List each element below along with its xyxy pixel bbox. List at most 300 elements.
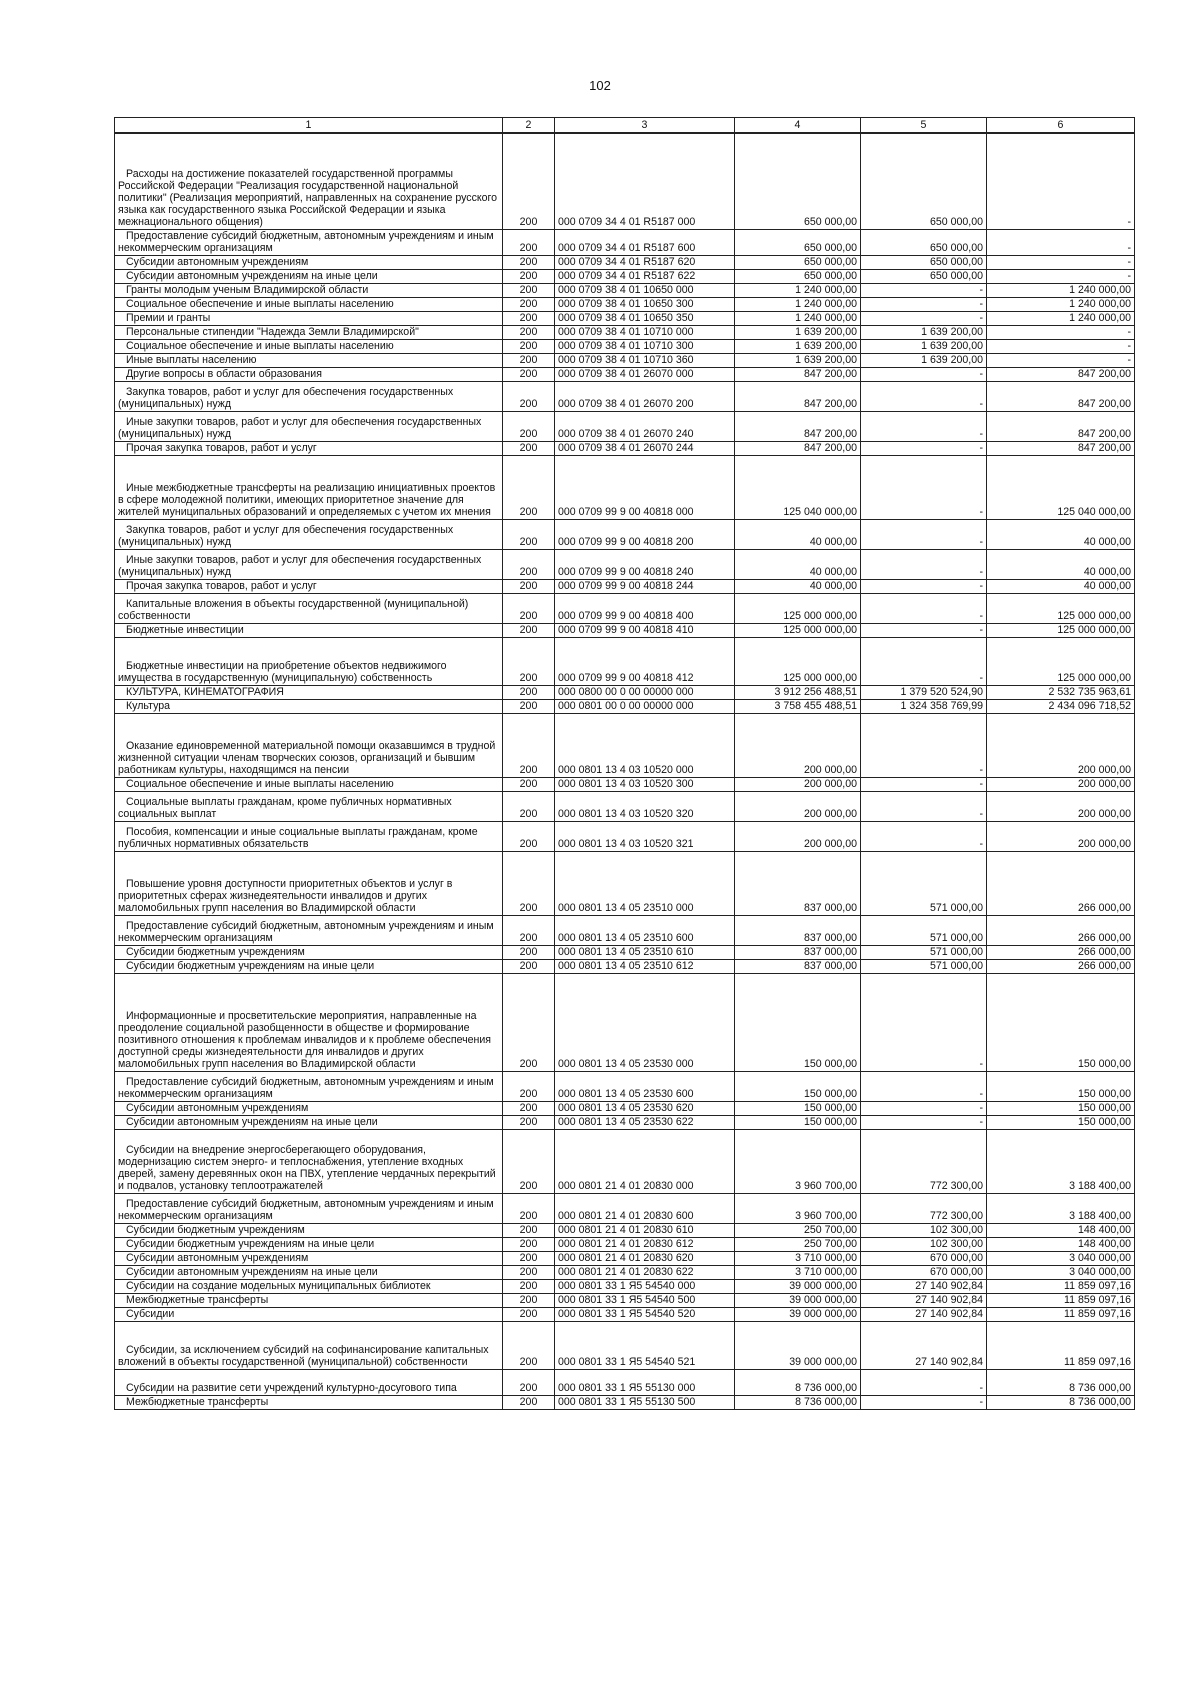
- row-name-text: Иные межбюджетные трансферты на реализацию инициативных проектов в сфере молодежной политики, имеющих приоритетное значение для жителей муниципальных образований и определяемых с учетом их мнения: [118, 481, 496, 518]
- row-amount-federal: -: [861, 821, 987, 851]
- row-admin-code: 200: [503, 283, 555, 297]
- row-name-text: Информационные и просветительские мероприятия, направленные на преодоление социальной разобщенности в обществе и формирование позитивного отношения к проблемам инвалидов и к проблеме обеспечения доступной среды жизнедеятельности для инвалидов и других маломобильных групп населения во Владимирской области: [118, 1009, 492, 1070]
- table-row: [115, 441, 1135, 455]
- row-admin-code: 200: [503, 367, 555, 381]
- table-row: [115, 915, 1135, 945]
- row-amount-regional: 125 000 000,00: [987, 637, 1135, 685]
- row-amount-total: 3 710 000,00: [735, 1265, 861, 1279]
- row-name-text: Персональные стипендии "Надежда Земли Владимирской": [126, 325, 419, 338]
- row-amount-federal: -: [861, 713, 987, 777]
- row-name-text: КУЛЬТУРА, КИНЕМАТОГРАФИЯ: [126, 685, 284, 698]
- row-name-text: Капитальные вложения в объекты государственной (муниципальной) собственности: [118, 597, 469, 622]
- row-amount-regional: 3 040 000,00: [987, 1265, 1135, 1279]
- row-budget-code: 000 0709 99 9 00 40818 200: [555, 519, 735, 549]
- row-budget-code: 000 0801 21 4 01 20830 600: [555, 1193, 735, 1223]
- row-budget-code: 000 0709 38 4 01 10650 350: [555, 311, 735, 325]
- row-name: [115, 777, 503, 791]
- row-name: [115, 411, 503, 441]
- row-name: [115, 1251, 503, 1265]
- row-name-text: Субсидии бюджетным учреждениям: [126, 945, 305, 958]
- table-row: [115, 549, 1135, 579]
- table-row: [115, 1307, 1135, 1321]
- row-name-text: Повышение уровня доступности приоритетных объектов и услуг в приоритетных сферах жизнедеятельности инвалидов и других маломобильных групп населения во Владимирской области: [118, 877, 453, 914]
- row-name: [115, 915, 503, 945]
- row-amount-regional: -: [987, 339, 1135, 353]
- row-amount-regional: 200 000,00: [987, 821, 1135, 851]
- row-budget-code: 000 0709 38 4 01 26070 000: [555, 367, 735, 381]
- row-amount-total: 150 000,00: [735, 1115, 861, 1129]
- table-row: [115, 777, 1135, 791]
- row-admin-code: 200: [503, 1251, 555, 1265]
- row-admin-code: 200: [503, 959, 555, 973]
- row-amount-total: 650 000,00: [735, 133, 861, 229]
- row-amount-regional: 3 188 400,00: [987, 1193, 1135, 1223]
- table-row: [115, 1237, 1135, 1251]
- row-name-text: Предоставление субсидий бюджетным, автономным учреждениям и иным некоммерческим организациям: [118, 1197, 494, 1222]
- row-admin-code: 200: [503, 1101, 555, 1115]
- row-budget-code: 000 0801 13 4 03 10520 300: [555, 777, 735, 791]
- row-amount-federal: -: [861, 381, 987, 411]
- row-amount-total: 125 000 000,00: [735, 623, 861, 637]
- row-amount-regional: 40 000,00: [987, 549, 1135, 579]
- row-name-text: Субсидии автономным учреждениям на иные цели: [126, 1265, 378, 1278]
- row-amount-total: 125 000 000,00: [735, 593, 861, 623]
- row-amount-total: 150 000,00: [735, 973, 861, 1071]
- row-amount-total: 8 736 000,00: [735, 1395, 861, 1409]
- row-name: [115, 297, 503, 311]
- row-name-text: Оказание единовременной материальной помощи оказавшимся в трудной жизненной ситуации членам творческих союзов, организаций и бывшим работникам культуры, находящимся на пенсии: [118, 739, 496, 776]
- table-row: [115, 519, 1135, 549]
- row-amount-regional: 150 000,00: [987, 1071, 1135, 1101]
- row-name: [115, 1395, 503, 1409]
- row-budget-code: 000 0709 99 9 00 40818 410: [555, 623, 735, 637]
- row-budget-code: 000 0709 38 4 01 10650 000: [555, 283, 735, 297]
- row-admin-code: 200: [503, 1193, 555, 1223]
- row-admin-code: 200: [503, 519, 555, 549]
- row-admin-code: 200: [503, 549, 555, 579]
- row-budget-code: 000 0800 00 0 00 00000 000: [555, 685, 735, 699]
- row-amount-federal: -: [861, 283, 987, 297]
- row-admin-code: 200: [503, 311, 555, 325]
- row-name-text: Прочая закупка товаров, работ и услуг: [126, 579, 317, 592]
- row-amount-total: 1 639 200,00: [735, 339, 861, 353]
- row-admin-code: 200: [503, 1265, 555, 1279]
- row-name: [115, 623, 503, 637]
- row-name: [115, 549, 503, 579]
- row-name-text: Субсидии автономным учреждениям на иные цели: [126, 1115, 378, 1128]
- table-row: [115, 339, 1135, 353]
- row-budget-code: 000 0709 38 4 01 10710 360: [555, 353, 735, 367]
- row-budget-code: 000 0801 21 4 01 20830 610: [555, 1223, 735, 1237]
- row-admin-code: 200: [503, 455, 555, 519]
- row-budget-code: 000 0709 99 9 00 40818 244: [555, 579, 735, 593]
- row-name: [115, 311, 503, 325]
- row-budget-code: 000 0801 13 4 05 23510 000: [555, 851, 735, 915]
- row-amount-federal: 772 300,00: [861, 1193, 987, 1223]
- row-name: [115, 1115, 503, 1129]
- table-row: [115, 1223, 1135, 1237]
- row-budget-code: 000 0709 38 4 01 10710 300: [555, 339, 735, 353]
- row-admin-code: 200: [503, 637, 555, 685]
- row-name-text: Премии и гранты: [126, 311, 211, 324]
- row-budget-code: 000 0801 13 4 05 23530 600: [555, 1071, 735, 1101]
- row-amount-federal: -: [861, 623, 987, 637]
- row-name-text: Субсидии: [126, 1307, 175, 1320]
- row-budget-code: 000 0801 21 4 01 20830 622: [555, 1265, 735, 1279]
- row-name-text: Субсидии бюджетным учреждениям на иные цели: [126, 959, 375, 972]
- row-amount-regional: 150 000,00: [987, 1101, 1135, 1115]
- row-budget-code: 000 0709 34 4 01 R5187 600: [555, 229, 735, 255]
- row-budget-code: 000 0801 21 4 01 20830 000: [555, 1129, 735, 1193]
- row-amount-regional: 200 000,00: [987, 777, 1135, 791]
- row-admin-code: 200: [503, 339, 555, 353]
- page-number: 102: [589, 78, 611, 93]
- row-amount-regional: 266 000,00: [987, 851, 1135, 915]
- row-budget-code: 000 0801 33 1 Я5 54540 500: [555, 1293, 735, 1307]
- table-row: [115, 325, 1135, 339]
- row-admin-code: 200: [503, 791, 555, 821]
- table-row: [115, 269, 1135, 283]
- row-name: [115, 945, 503, 959]
- table-row: [115, 791, 1135, 821]
- row-name: [115, 699, 503, 713]
- row-amount-total: 650 000,00: [735, 269, 861, 283]
- row-amount-regional: 148 400,00: [987, 1237, 1135, 1251]
- row-amount-total: 847 200,00: [735, 381, 861, 411]
- header-col-1: 1: [115, 118, 503, 134]
- row-name: [115, 455, 503, 519]
- row-amount-total: 125 000 000,00: [735, 637, 861, 685]
- row-admin-code: 200: [503, 579, 555, 593]
- row-admin-code: 200: [503, 1369, 555, 1395]
- row-budget-code: 000 0709 38 4 01 26070 240: [555, 411, 735, 441]
- header-col-6: 6: [987, 118, 1135, 134]
- table-row: [115, 973, 1135, 1071]
- row-amount-federal: -: [861, 1369, 987, 1395]
- table-row: [115, 297, 1135, 311]
- table-row: [115, 1369, 1135, 1395]
- header-col-4: 4: [735, 118, 861, 134]
- row-name: [115, 593, 503, 623]
- row-admin-code: 200: [503, 325, 555, 339]
- row-amount-federal: -: [861, 519, 987, 549]
- table-row: [115, 1321, 1135, 1369]
- row-name-text: Социальное обеспечение и иные выплаты населению: [126, 339, 394, 352]
- row-name: [115, 269, 503, 283]
- row-amount-total: 847 200,00: [735, 411, 861, 441]
- row-amount-regional: 40 000,00: [987, 519, 1135, 549]
- table-row: [115, 821, 1135, 851]
- row-amount-federal: -: [861, 367, 987, 381]
- row-amount-total: 837 000,00: [735, 945, 861, 959]
- row-amount-regional: -: [987, 133, 1135, 229]
- row-amount-regional: 2 532 735 963,61: [987, 685, 1135, 699]
- table-row: [115, 1395, 1135, 1409]
- row-name: [115, 713, 503, 777]
- row-amount-total: 837 000,00: [735, 851, 861, 915]
- row-name-text: Иные закупки товаров, работ и услуг для обеспечения государственных (муниципальных) нужд: [118, 415, 482, 440]
- row-name: [115, 353, 503, 367]
- row-admin-code: 200: [503, 297, 555, 311]
- row-name: [115, 1321, 503, 1369]
- row-admin-code: 200: [503, 269, 555, 283]
- table-row: [115, 959, 1135, 973]
- row-budget-code: 000 0709 34 4 01 R5187 622: [555, 269, 735, 283]
- row-name: [115, 325, 503, 339]
- row-amount-total: 39 000 000,00: [735, 1279, 861, 1293]
- row-admin-code: 200: [503, 915, 555, 945]
- table-row: [115, 133, 1135, 229]
- row-name-text: Иные выплаты населению: [126, 353, 257, 366]
- row-amount-total: 39 000 000,00: [735, 1293, 861, 1307]
- table-row: [115, 411, 1135, 441]
- table-row: [115, 1071, 1135, 1101]
- row-amount-federal: -: [861, 411, 987, 441]
- table-header: [115, 118, 1135, 134]
- row-amount-regional: 3 188 400,00: [987, 1129, 1135, 1193]
- table-row: [115, 283, 1135, 297]
- row-name-text: Гранты молодым ученым Владимирской области: [126, 283, 369, 296]
- row-amount-regional: -: [987, 353, 1135, 367]
- row-amount-regional: 200 000,00: [987, 791, 1135, 821]
- row-budget-code: 000 0709 99 9 00 40818 412: [555, 637, 735, 685]
- row-name: [115, 283, 503, 297]
- row-amount-federal: 1 324 358 769,99: [861, 699, 987, 713]
- row-amount-total: 1 240 000,00: [735, 297, 861, 311]
- row-name-text: Прочая закупка товаров, работ и услуг: [126, 441, 317, 454]
- row-amount-regional: 1 240 000,00: [987, 311, 1135, 325]
- row-name: [115, 851, 503, 915]
- row-amount-federal: 650 000,00: [861, 255, 987, 269]
- row-amount-federal: 102 300,00: [861, 1237, 987, 1251]
- row-admin-code: 200: [503, 699, 555, 713]
- row-amount-total: 3 758 455 488,51: [735, 699, 861, 713]
- row-budget-code: 000 0801 13 4 05 23530 622: [555, 1115, 735, 1129]
- row-name-text: Субсидии автономным учреждениям: [126, 255, 309, 268]
- row-amount-federal: 27 140 902,84: [861, 1279, 987, 1293]
- row-amount-federal: 27 140 902,84: [861, 1307, 987, 1321]
- row-name-text: Субсидии автономным учреждениям: [126, 1101, 309, 1114]
- table-row: [115, 699, 1135, 713]
- row-name-text: Пособия, компенсации и иные социальные выплаты гражданам, кроме публичных нормативных обязательств: [118, 825, 478, 850]
- row-amount-federal: 1 639 200,00: [861, 339, 987, 353]
- row-amount-federal: -: [861, 1071, 987, 1101]
- row-name-text: Субсидии на создание модельных муниципальных библиотек: [126, 1279, 431, 1292]
- row-budget-code: 000 0709 99 9 00 40818 240: [555, 549, 735, 579]
- row-amount-total: 650 000,00: [735, 229, 861, 255]
- row-name-text: Социальное обеспечение и иные выплаты населению: [126, 297, 394, 310]
- table-row: [115, 1193, 1135, 1223]
- row-amount-federal: -: [861, 791, 987, 821]
- row-name-text: Субсидии бюджетным учреждениям: [126, 1223, 305, 1236]
- row-amount-federal: -: [861, 1115, 987, 1129]
- row-admin-code: 200: [503, 1129, 555, 1193]
- row-amount-federal: 650 000,00: [861, 269, 987, 283]
- table-row: [115, 579, 1135, 593]
- row-amount-federal: 571 000,00: [861, 945, 987, 959]
- row-name-text: Предоставление субсидий бюджетным, автономным учреждениям и иным некоммерческим организациям: [118, 229, 494, 254]
- row-amount-federal: -: [861, 973, 987, 1071]
- row-name-text: Субсидии на развитие сети учреждений культурно-досугового типа: [126, 1381, 457, 1394]
- table-row: [115, 945, 1135, 959]
- header-col-3: 3: [555, 118, 735, 134]
- row-budget-code: 000 0709 99 9 00 40818 000: [555, 455, 735, 519]
- row-amount-total: 200 000,00: [735, 821, 861, 851]
- table-row: [115, 685, 1135, 699]
- row-name: [115, 133, 503, 229]
- table-row: [115, 455, 1135, 519]
- row-name: [115, 637, 503, 685]
- row-budget-code: 000 0801 13 4 03 10520 321: [555, 821, 735, 851]
- row-admin-code: 200: [503, 1223, 555, 1237]
- row-amount-total: 3 912 256 488,51: [735, 685, 861, 699]
- table-row: [115, 1279, 1135, 1293]
- table-row: [115, 713, 1135, 777]
- row-admin-code: 200: [503, 255, 555, 269]
- row-budget-code: 000 0801 13 4 03 10520 000: [555, 713, 735, 777]
- table-body: [115, 133, 1135, 1409]
- row-amount-federal: 1 639 200,00: [861, 353, 987, 367]
- row-admin-code: 200: [503, 1279, 555, 1293]
- row-budget-code: 000 0801 33 1 Я5 55130 500: [555, 1395, 735, 1409]
- row-amount-federal: 571 000,00: [861, 851, 987, 915]
- row-amount-total: 1 639 200,00: [735, 325, 861, 339]
- row-amount-regional: -: [987, 229, 1135, 255]
- row-amount-federal: 27 140 902,84: [861, 1321, 987, 1369]
- row-budget-code: 000 0709 34 4 01 R5187 000: [555, 133, 735, 229]
- row-amount-federal: 1 639 200,00: [861, 325, 987, 339]
- row-name: [115, 1101, 503, 1115]
- row-budget-code: 000 0801 13 4 05 23510 610: [555, 945, 735, 959]
- row-amount-total: 40 000,00: [735, 519, 861, 549]
- table-row: [115, 623, 1135, 637]
- row-budget-code: 000 0709 99 9 00 40818 400: [555, 593, 735, 623]
- row-amount-federal: -: [861, 549, 987, 579]
- row-admin-code: 200: [503, 1071, 555, 1101]
- row-budget-code: 000 0801 21 4 01 20830 620: [555, 1251, 735, 1265]
- row-name-text: Бюджетные инвестиции на приобретение объектов недвижимого имущества в государственную (муниципальную) собственность: [118, 659, 447, 684]
- row-amount-total: 837 000,00: [735, 959, 861, 973]
- row-admin-code: 200: [503, 441, 555, 455]
- row-amount-federal: -: [861, 455, 987, 519]
- row-amount-federal: -: [861, 1395, 987, 1409]
- row-budget-code: 000 0801 13 4 05 23510 612: [555, 959, 735, 973]
- row-amount-federal: 650 000,00: [861, 133, 987, 229]
- row-amount-regional: 150 000,00: [987, 973, 1135, 1071]
- row-name: [115, 367, 503, 381]
- table-row: [115, 381, 1135, 411]
- row-amount-total: 40 000,00: [735, 579, 861, 593]
- header-col-5: 5: [861, 118, 987, 134]
- row-name-text: Бюджетные инвестиции: [126, 623, 244, 636]
- table-row: [115, 311, 1135, 325]
- row-amount-total: 125 040 000,00: [735, 455, 861, 519]
- row-amount-regional: 8 736 000,00: [987, 1395, 1135, 1409]
- row-amount-total: 150 000,00: [735, 1101, 861, 1115]
- row-amount-federal: 571 000,00: [861, 915, 987, 945]
- row-amount-total: 3 960 700,00: [735, 1129, 861, 1193]
- row-amount-federal: 27 140 902,84: [861, 1293, 987, 1307]
- row-amount-total: 1 240 000,00: [735, 311, 861, 325]
- row-name-text: Субсидии бюджетным учреждениям на иные цели: [126, 1237, 375, 1250]
- row-amount-federal: -: [861, 579, 987, 593]
- budget-table: [114, 117, 1135, 1410]
- row-admin-code: 200: [503, 1395, 555, 1409]
- row-name: [115, 579, 503, 593]
- row-amount-federal: 650 000,00: [861, 229, 987, 255]
- row-name: [115, 381, 503, 411]
- row-admin-code: 200: [503, 1307, 555, 1321]
- row-name: [115, 1307, 503, 1321]
- row-amount-federal: -: [861, 441, 987, 455]
- row-amount-federal: 772 300,00: [861, 1129, 987, 1193]
- row-amount-regional: 847 200,00: [987, 441, 1135, 455]
- row-name: [115, 1293, 503, 1307]
- row-amount-total: 650 000,00: [735, 255, 861, 269]
- row-admin-code: 200: [503, 777, 555, 791]
- row-amount-total: 250 700,00: [735, 1237, 861, 1251]
- row-amount-total: 3 960 700,00: [735, 1193, 861, 1223]
- row-name-text: Социальное обеспечение и иные выплаты населению: [126, 777, 394, 790]
- row-amount-regional: 1 240 000,00: [987, 297, 1135, 311]
- row-name: [115, 255, 503, 269]
- row-amount-regional: 847 200,00: [987, 381, 1135, 411]
- row-name: [115, 1369, 503, 1395]
- row-amount-total: 200 000,00: [735, 777, 861, 791]
- row-amount-total: 1 240 000,00: [735, 283, 861, 297]
- row-amount-regional: 847 200,00: [987, 411, 1135, 441]
- row-budget-code: 000 0801 13 4 05 23530 000: [555, 973, 735, 1071]
- row-amount-federal: -: [861, 1101, 987, 1115]
- row-amount-regional: 148 400,00: [987, 1223, 1135, 1237]
- row-name-text: Закупка товаров, работ и услуг для обеспечения государственных (муниципальных) нужд: [118, 523, 454, 548]
- row-amount-regional: 11 859 097,16: [987, 1293, 1135, 1307]
- row-name-text: Субсидии на внедрение энергосберегающего оборудования, модернизацию систем энерго- и теплоснабжения, утепление входных дверей, замену деревянных окон на ПВХ, утепление чердачных перекрытий и подвалов, установку теплоотражателей: [118, 1143, 496, 1192]
- row-name-text: Культура: [126, 699, 171, 712]
- table-row: [115, 1293, 1135, 1307]
- row-amount-total: 150 000,00: [735, 1071, 861, 1101]
- row-name: [115, 1279, 503, 1293]
- row-budget-code: 000 0801 33 1 Я5 54540 000: [555, 1279, 735, 1293]
- row-name: [115, 1237, 503, 1251]
- row-amount-total: 200 000,00: [735, 791, 861, 821]
- row-amount-regional: 266 000,00: [987, 945, 1135, 959]
- table-row: [115, 1251, 1135, 1265]
- row-amount-total: 39 000 000,00: [735, 1321, 861, 1369]
- table-row: [115, 637, 1135, 685]
- table-row: [115, 1115, 1135, 1129]
- row-amount-federal: -: [861, 593, 987, 623]
- row-amount-federal: -: [861, 777, 987, 791]
- table-row: [115, 1101, 1135, 1115]
- table-row: [115, 1129, 1135, 1193]
- row-amount-total: 847 200,00: [735, 367, 861, 381]
- row-budget-code: 000 0801 13 4 05 23530 620: [555, 1101, 735, 1115]
- row-amount-total: 1 639 200,00: [735, 353, 861, 367]
- row-amount-total: 8 736 000,00: [735, 1369, 861, 1395]
- row-name-text: Субсидии автономным учреждениям на иные цели: [126, 269, 378, 282]
- row-budget-code: 000 0801 21 4 01 20830 612: [555, 1237, 735, 1251]
- row-amount-federal: 102 300,00: [861, 1223, 987, 1237]
- row-amount-regional: 125 000 000,00: [987, 593, 1135, 623]
- row-budget-code: 000 0801 00 0 00 00000 000: [555, 699, 735, 713]
- row-budget-code: 000 0709 38 4 01 10650 300: [555, 297, 735, 311]
- row-amount-total: 200 000,00: [735, 713, 861, 777]
- row-name-text: Межбюджетные трансферты: [126, 1395, 269, 1408]
- row-amount-regional: 40 000,00: [987, 579, 1135, 593]
- row-name: [115, 1223, 503, 1237]
- row-amount-total: 39 000 000,00: [735, 1307, 861, 1321]
